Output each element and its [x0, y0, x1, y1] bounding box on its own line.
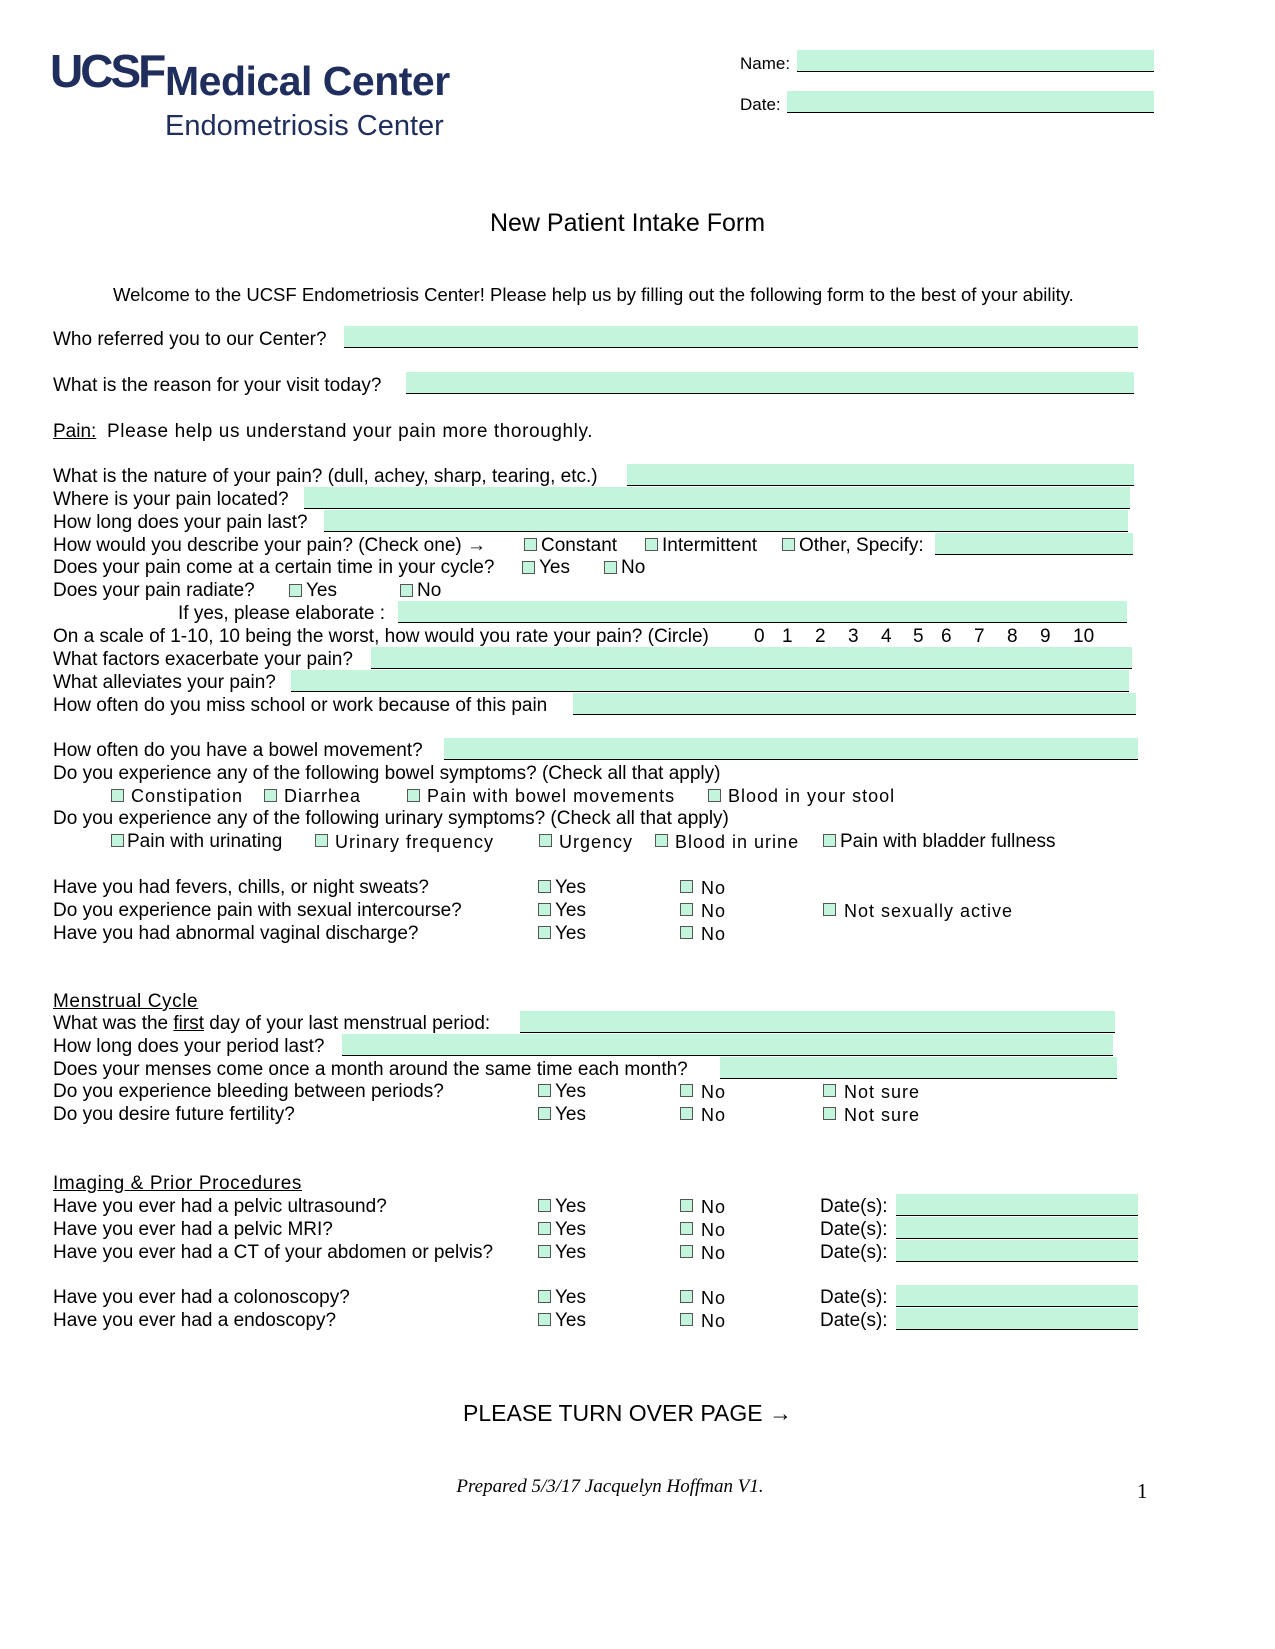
radiate-yes-checkbox[interactable]	[289, 584, 302, 597]
exacerbate-question: What factors exacerbate your pain?	[53, 649, 353, 670]
discharge-no-label: No	[701, 924, 727, 944]
bleeding-notsure-label: Not sure	[844, 1082, 921, 1102]
bleeding-notsure-checkbox[interactable]	[823, 1084, 836, 1097]
urinating-pain-label: Pain with urinating	[127, 831, 283, 852]
fertility-question: Do you desire future fertility?	[53, 1104, 295, 1125]
fertility-notsure-label: Not sure	[844, 1105, 921, 1125]
colonoscopy-yes-checkbox[interactable]	[538, 1290, 551, 1303]
logo-medical-center: Medical Center	[165, 58, 450, 104]
scale-option[interactable]: 10	[1073, 626, 1095, 647]
first-day-text-pre: What was the	[53, 1013, 174, 1034]
miss-school-question: How often do you miss school or work because of this pain	[53, 695, 548, 716]
ultrasound-dates-field[interactable]	[896, 1194, 1138, 1216]
ultrasound-yes-label: Yes	[555, 1196, 586, 1217]
colonoscopy-dates-field[interactable]	[896, 1285, 1138, 1307]
mri-yes-label: Yes	[555, 1219, 586, 1240]
ct-question: Have you ever had a CT of your abdomen or pelvis?	[53, 1242, 494, 1263]
fertility-notsure-checkbox[interactable]	[823, 1107, 836, 1120]
pain-nature-field[interactable]	[627, 464, 1134, 486]
cycle-no-checkbox[interactable]	[604, 561, 617, 574]
pain-location-field[interactable]	[304, 487, 1130, 509]
bowel-pain-label: Pain with bowel movements	[427, 786, 676, 806]
blood-urine-checkbox[interactable]	[655, 834, 668, 847]
diarrhea-label: Diarrhea	[284, 786, 362, 806]
scale-option[interactable]: 1	[782, 626, 793, 647]
intermittent-label: Intermittent	[662, 535, 758, 556]
pain-duration-field[interactable]	[324, 510, 1128, 532]
pain-location-question: Where is your pain located?	[53, 489, 289, 510]
name-label: Name:	[740, 54, 791, 73]
first-day-field[interactable]	[520, 1011, 1115, 1033]
ultrasound-question: Have you ever had a pelvic ultrasound?	[53, 1196, 387, 1217]
discharge-yes-checkbox[interactable]	[538, 926, 551, 939]
fevers-yes-checkbox[interactable]	[538, 880, 551, 893]
fevers-no-checkbox[interactable]	[680, 880, 693, 893]
blood-stool-label: Blood in your stool	[728, 786, 896, 806]
bladder-pain-checkbox[interactable]	[823, 834, 836, 847]
fertility-yes-checkbox[interactable]	[538, 1107, 551, 1120]
endoscopy-question: Have you ever had a endoscopy?	[53, 1310, 337, 1331]
bowel-pain-checkbox[interactable]	[407, 789, 420, 802]
urinating-pain-checkbox[interactable]	[111, 834, 124, 847]
constant-checkbox[interactable]	[524, 538, 537, 551]
fevers-no-label: No	[701, 878, 727, 898]
logo-endometriosis-center: Endometriosis Center	[165, 110, 444, 142]
fevers-question: Have you had fevers, chills, or night sweats?	[53, 877, 429, 898]
exacerbate-field[interactable]	[371, 647, 1132, 669]
endoscopy-no-label: No	[701, 1311, 727, 1331]
discharge-yes-label: Yes	[555, 923, 586, 944]
other-checkbox[interactable]	[782, 538, 795, 551]
blood-stool-checkbox[interactable]	[708, 789, 721, 802]
mri-yes-checkbox[interactable]	[538, 1222, 551, 1235]
pain-duration-question: How long does your pain last?	[53, 512, 308, 533]
intermittent-checkbox[interactable]	[645, 538, 658, 551]
logo-ucsf-text: UCSF	[50, 45, 164, 97]
menstrual-heading: Menstrual Cycle	[53, 991, 199, 1012]
urinary-frequency-label: Urinary frequency	[335, 832, 495, 852]
radiate-no-checkbox[interactable]	[400, 584, 413, 597]
miss-school-field[interactable]	[573, 693, 1136, 715]
discharge-no-checkbox[interactable]	[680, 926, 693, 939]
elaborate-question: If yes, please elaborate :	[178, 603, 386, 624]
reason-field[interactable]	[406, 372, 1134, 394]
urgency-label: Urgency	[559, 832, 634, 852]
first-day-text-underline: first	[173, 1013, 204, 1034]
discharge-question: Have you had abnormal vaginal discharge?	[53, 923, 419, 944]
bleeding-question: Do you experience bleeding between periods?	[53, 1081, 444, 1102]
pain-scale-question: On a scale of 1-10, 10 being the worst, how would you rate your pain? (Circle)	[53, 626, 709, 647]
bleeding-yes-checkbox[interactable]	[538, 1084, 551, 1097]
scale-option[interactable]: 7	[974, 626, 985, 647]
mri-dates-label: Date(s):	[820, 1219, 888, 1240]
ultrasound-dates-label: Date(s):	[820, 1196, 888, 1217]
colonoscopy-question: Have you ever had a colonoscopy?	[53, 1287, 350, 1308]
imaging-heading: Imaging & Prior Procedures	[53, 1173, 302, 1194]
ct-dates-field[interactable]	[896, 1240, 1138, 1262]
endoscopy-yes-label: Yes	[555, 1310, 586, 1331]
page-title: New Patient Intake Form	[489, 209, 766, 237]
not-active-checkbox[interactable]	[823, 903, 836, 916]
intercourse-no-label: No	[701, 901, 727, 921]
elaborate-field[interactable]	[398, 601, 1127, 623]
welcome-text: Welcome to the UCSF Endometriosis Center! Please help us by filling out the following form to the best of your ability.	[113, 284, 1074, 305]
name-field[interactable]	[797, 50, 1154, 72]
alleviate-question: What alleviates your pain?	[53, 672, 276, 693]
fevers-yes-label: Yes	[555, 877, 586, 898]
constipation-label: Constipation	[131, 786, 244, 806]
fertility-no-label: No	[701, 1105, 727, 1125]
bowel-frequency-question: How often do you have a bowel movement?	[53, 740, 423, 761]
scale-option[interactable]: 2	[815, 626, 826, 647]
date-label: Date:	[740, 95, 781, 114]
scale-option[interactable]: 6	[941, 626, 952, 647]
ct-no-checkbox[interactable]	[680, 1245, 693, 1258]
monthly-field[interactable]	[720, 1057, 1117, 1079]
pain-cycle-question: Does your pain come at a certain time in your cycle?	[53, 557, 495, 578]
bowel-symptoms-question: Do you experience any of the following bowel symptoms? (Check all that apply)	[53, 763, 721, 784]
bleeding-no-label: No	[701, 1082, 727, 1102]
ct-yes-label: Yes	[555, 1242, 586, 1263]
pain-heading: Pain:	[53, 421, 97, 442]
fertility-no-checkbox[interactable]	[680, 1107, 693, 1120]
cycle-no-label: No	[621, 557, 646, 578]
colonoscopy-dates-label: Date(s):	[820, 1287, 888, 1308]
monthly-question: Does your menses come once a month around the same time each month?	[53, 1059, 688, 1080]
cycle-yes-checkbox[interactable]	[522, 561, 535, 574]
mri-dates-field[interactable]	[896, 1217, 1138, 1239]
bowel-frequency-field[interactable]	[444, 738, 1138, 760]
pain-intro: Please help us understand your pain more thoroughly.	[107, 421, 594, 442]
urinary-frequency-checkbox[interactable]	[315, 834, 328, 847]
colonoscopy-yes-label: Yes	[555, 1287, 586, 1308]
urinary-symptoms-question: Do you experience any of the following urinary symptoms? (Check all that apply)	[53, 808, 729, 829]
ultrasound-yes-checkbox[interactable]	[538, 1199, 551, 1212]
referred-question: Who referred you to our Center?	[53, 329, 327, 350]
bladder-pain-label: Pain with bladder fullness	[840, 831, 1056, 852]
endoscopy-no-checkbox[interactable]	[680, 1313, 693, 1326]
bleeding-yes-label: Yes	[555, 1081, 586, 1102]
endoscopy-dates-label: Date(s):	[820, 1310, 888, 1331]
endoscopy-yes-checkbox[interactable]	[538, 1313, 551, 1326]
other-specify-field[interactable]	[935, 533, 1133, 555]
intercourse-no-checkbox[interactable]	[680, 903, 693, 916]
blood-urine-label: Blood in urine	[675, 832, 800, 852]
scale-option[interactable]: 5	[913, 626, 924, 647]
reason-question: What is the reason for your visit today?	[53, 375, 382, 396]
ct-no-label: No	[701, 1243, 727, 1263]
fertility-yes-label: Yes	[555, 1104, 586, 1125]
mri-no-checkbox[interactable]	[680, 1222, 693, 1235]
diarrhea-checkbox[interactable]	[264, 789, 277, 802]
radiate-no-label: No	[417, 580, 442, 601]
mri-no-label: No	[701, 1220, 727, 1240]
not-active-label: Not sexually active	[844, 901, 1014, 921]
pain-nature-question: What is the nature of your pain? (dull, achey, sharp, tearing, etc.)	[53, 466, 598, 487]
endoscopy-dates-field[interactable]	[896, 1308, 1138, 1330]
ultrasound-no-label: No	[701, 1197, 727, 1217]
ultrasound-no-checkbox[interactable]	[680, 1199, 693, 1212]
ct-yes-checkbox[interactable]	[538, 1245, 551, 1258]
turn-over-text: PLEASE TURN OVER PAGE →	[463, 1400, 792, 1426]
constant-label: Constant	[541, 535, 618, 556]
intercourse-yes-label: Yes	[555, 900, 586, 921]
period-length-field[interactable]	[342, 1034, 1113, 1056]
page-number: 1	[1137, 1479, 1148, 1503]
urgency-checkbox[interactable]	[539, 834, 552, 847]
first-day-question	[53, 1013, 490, 1035]
cycle-yes-label: Yes	[539, 557, 570, 578]
scale-option[interactable]: 9	[1040, 626, 1051, 647]
colonoscopy-no-checkbox[interactable]	[680, 1290, 693, 1303]
referred-field[interactable]	[344, 326, 1138, 348]
scale-option[interactable]: 0	[754, 626, 765, 647]
scale-option[interactable]: 8	[1007, 626, 1018, 647]
first-day-text-post: day of your last menstrual period:	[204, 1013, 491, 1034]
bleeding-no-checkbox[interactable]	[680, 1084, 693, 1097]
colonoscopy-no-label: No	[701, 1288, 727, 1308]
scale-option[interactable]: 3	[848, 626, 859, 647]
mri-question: Have you ever had a pelvic MRI?	[53, 1219, 333, 1240]
period-length-question: How long does your period last?	[53, 1036, 325, 1057]
ct-dates-label: Date(s):	[820, 1242, 888, 1263]
pain-describe-question: How would you describe your pain? (Check one) →	[53, 535, 486, 556]
intercourse-question: Do you experience pain with sexual intercourse?	[53, 900, 462, 921]
alleviate-field[interactable]	[291, 670, 1129, 692]
intercourse-yes-checkbox[interactable]	[538, 903, 551, 916]
pain-radiate-question: Does your pain radiate?	[53, 580, 255, 601]
radiate-yes-label: Yes	[306, 580, 337, 601]
other-label: Other, Specify:	[799, 535, 924, 556]
date-field[interactable]	[787, 91, 1154, 113]
constipation-checkbox[interactable]	[111, 789, 124, 802]
scale-option[interactable]: 4	[881, 626, 892, 647]
prepared-footer: Prepared 5/3/17 Jacquelyn Hoffman V1.	[456, 1476, 764, 1497]
